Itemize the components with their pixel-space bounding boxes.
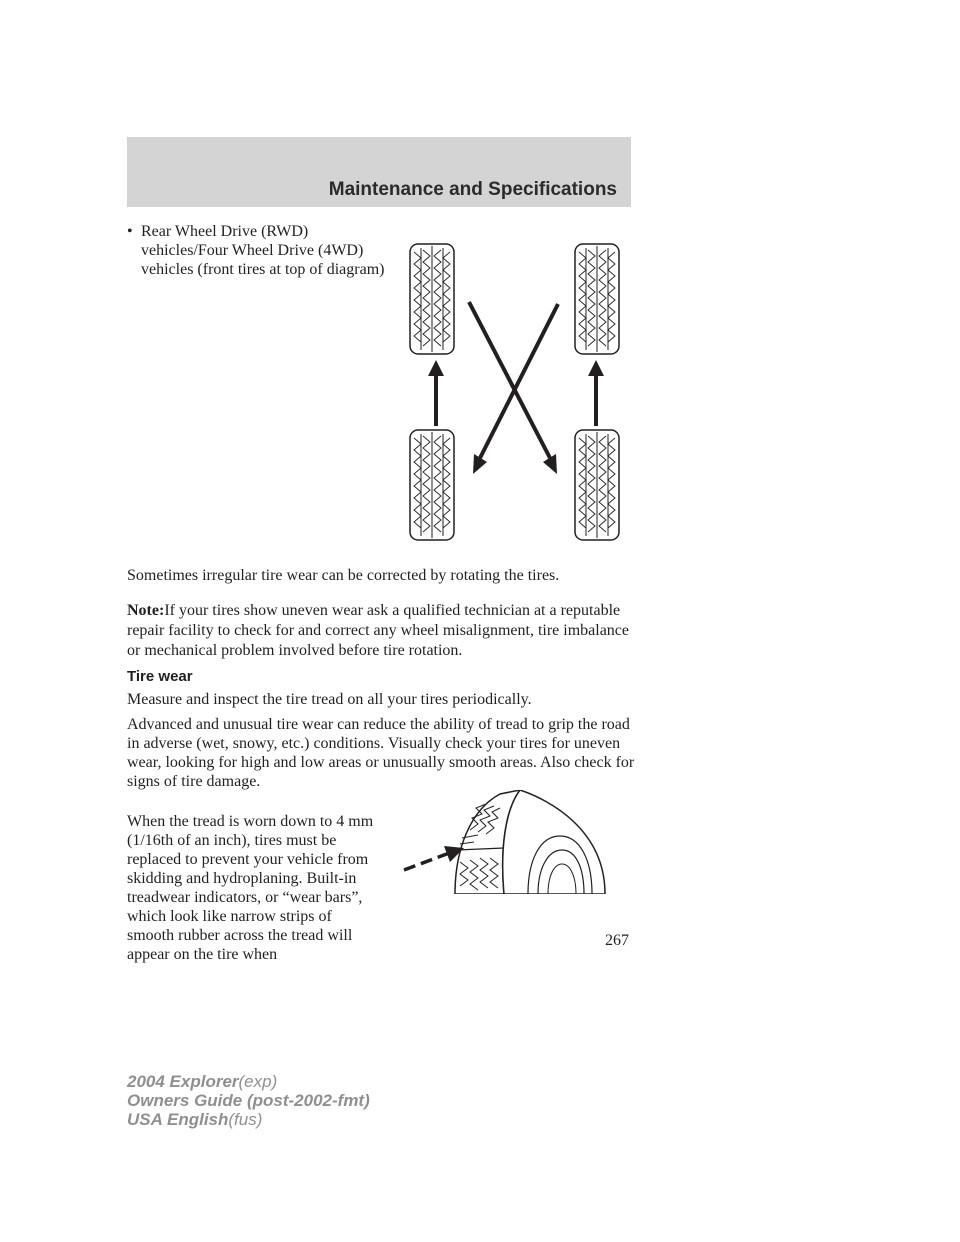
bullet-text: Rear Wheel Drive (RWD) vehicles/Four Wheel Drive (4WD) vehicles (front tires at top of diagram) — [141, 223, 385, 278]
rear-left-tire — [410, 430, 454, 540]
front-right-tire — [575, 244, 619, 354]
cross-arrow-left-to-right — [469, 302, 550, 458]
footer-language-code: (fus) — [228, 1110, 263, 1129]
rotation-sentence: Sometimes irregular tire wear can be corrected by rotating the tires. — [127, 567, 560, 584]
footer-model-code: (exp) — [238, 1072, 278, 1091]
footer-language: USA English — [127, 1110, 229, 1129]
footer-model: 2004 Explorer — [127, 1072, 239, 1091]
page-header — [127, 137, 631, 207]
section-title: Maintenance and Specifications — [328, 179, 617, 200]
tire-rotation-diagram — [400, 236, 630, 546]
bullet-icon: • — [127, 223, 133, 240]
note-paragraph — [127, 601, 642, 661]
wear-bar-pointer-arrow — [404, 852, 452, 870]
tread-paragraph: When the tread is worn down to 4 mm (1/16th of an inch), tires must be replaced to prevent your vehicle from skidding and hydroplaning. Built-in treadwear indicators, or “wear bars”, which look like narrow strips of smooth rubber across the tread will appear on the tire when — [127, 813, 374, 963]
treadwear-indicator-illustration — [400, 790, 610, 896]
page-number: 267 — [605, 932, 629, 949]
rear-right-tire — [575, 430, 619, 540]
note-label: Note: — [127, 602, 165, 619]
advanced-wear-paragraph: Advanced and unusual tire wear can reduce the ability of tread to grip the road in adverse (wet, snowy, etc.) conditions. Visually check your tires for uneven wear, looking for high and low areas or unusually smooth areas. Also check for signs of tire damage. — [127, 716, 635, 790]
right-forward-arrowhead — [588, 360, 604, 376]
front-left-tire — [410, 244, 454, 354]
left-forward-arrowhead — [428, 360, 444, 376]
document-footer — [127, 1072, 370, 1129]
measure-paragraph: Measure and inspect the tire tread on all your tires periodically. — [127, 691, 532, 708]
tire-wear-heading: Tire wear — [127, 668, 193, 685]
cross-arrow-right-to-left — [480, 304, 558, 458]
note-text: If your tires show uneven wear ask a qualified technician at a reputable repair facility to check for and correct any wheel misalignment, tire imbalance or mechanical problem involved before tire rotation. — [127, 602, 629, 659]
footer-guide: Owners Guide (post-2002-fmt) — [127, 1091, 370, 1110]
rwd-bullet-item — [127, 222, 387, 279]
